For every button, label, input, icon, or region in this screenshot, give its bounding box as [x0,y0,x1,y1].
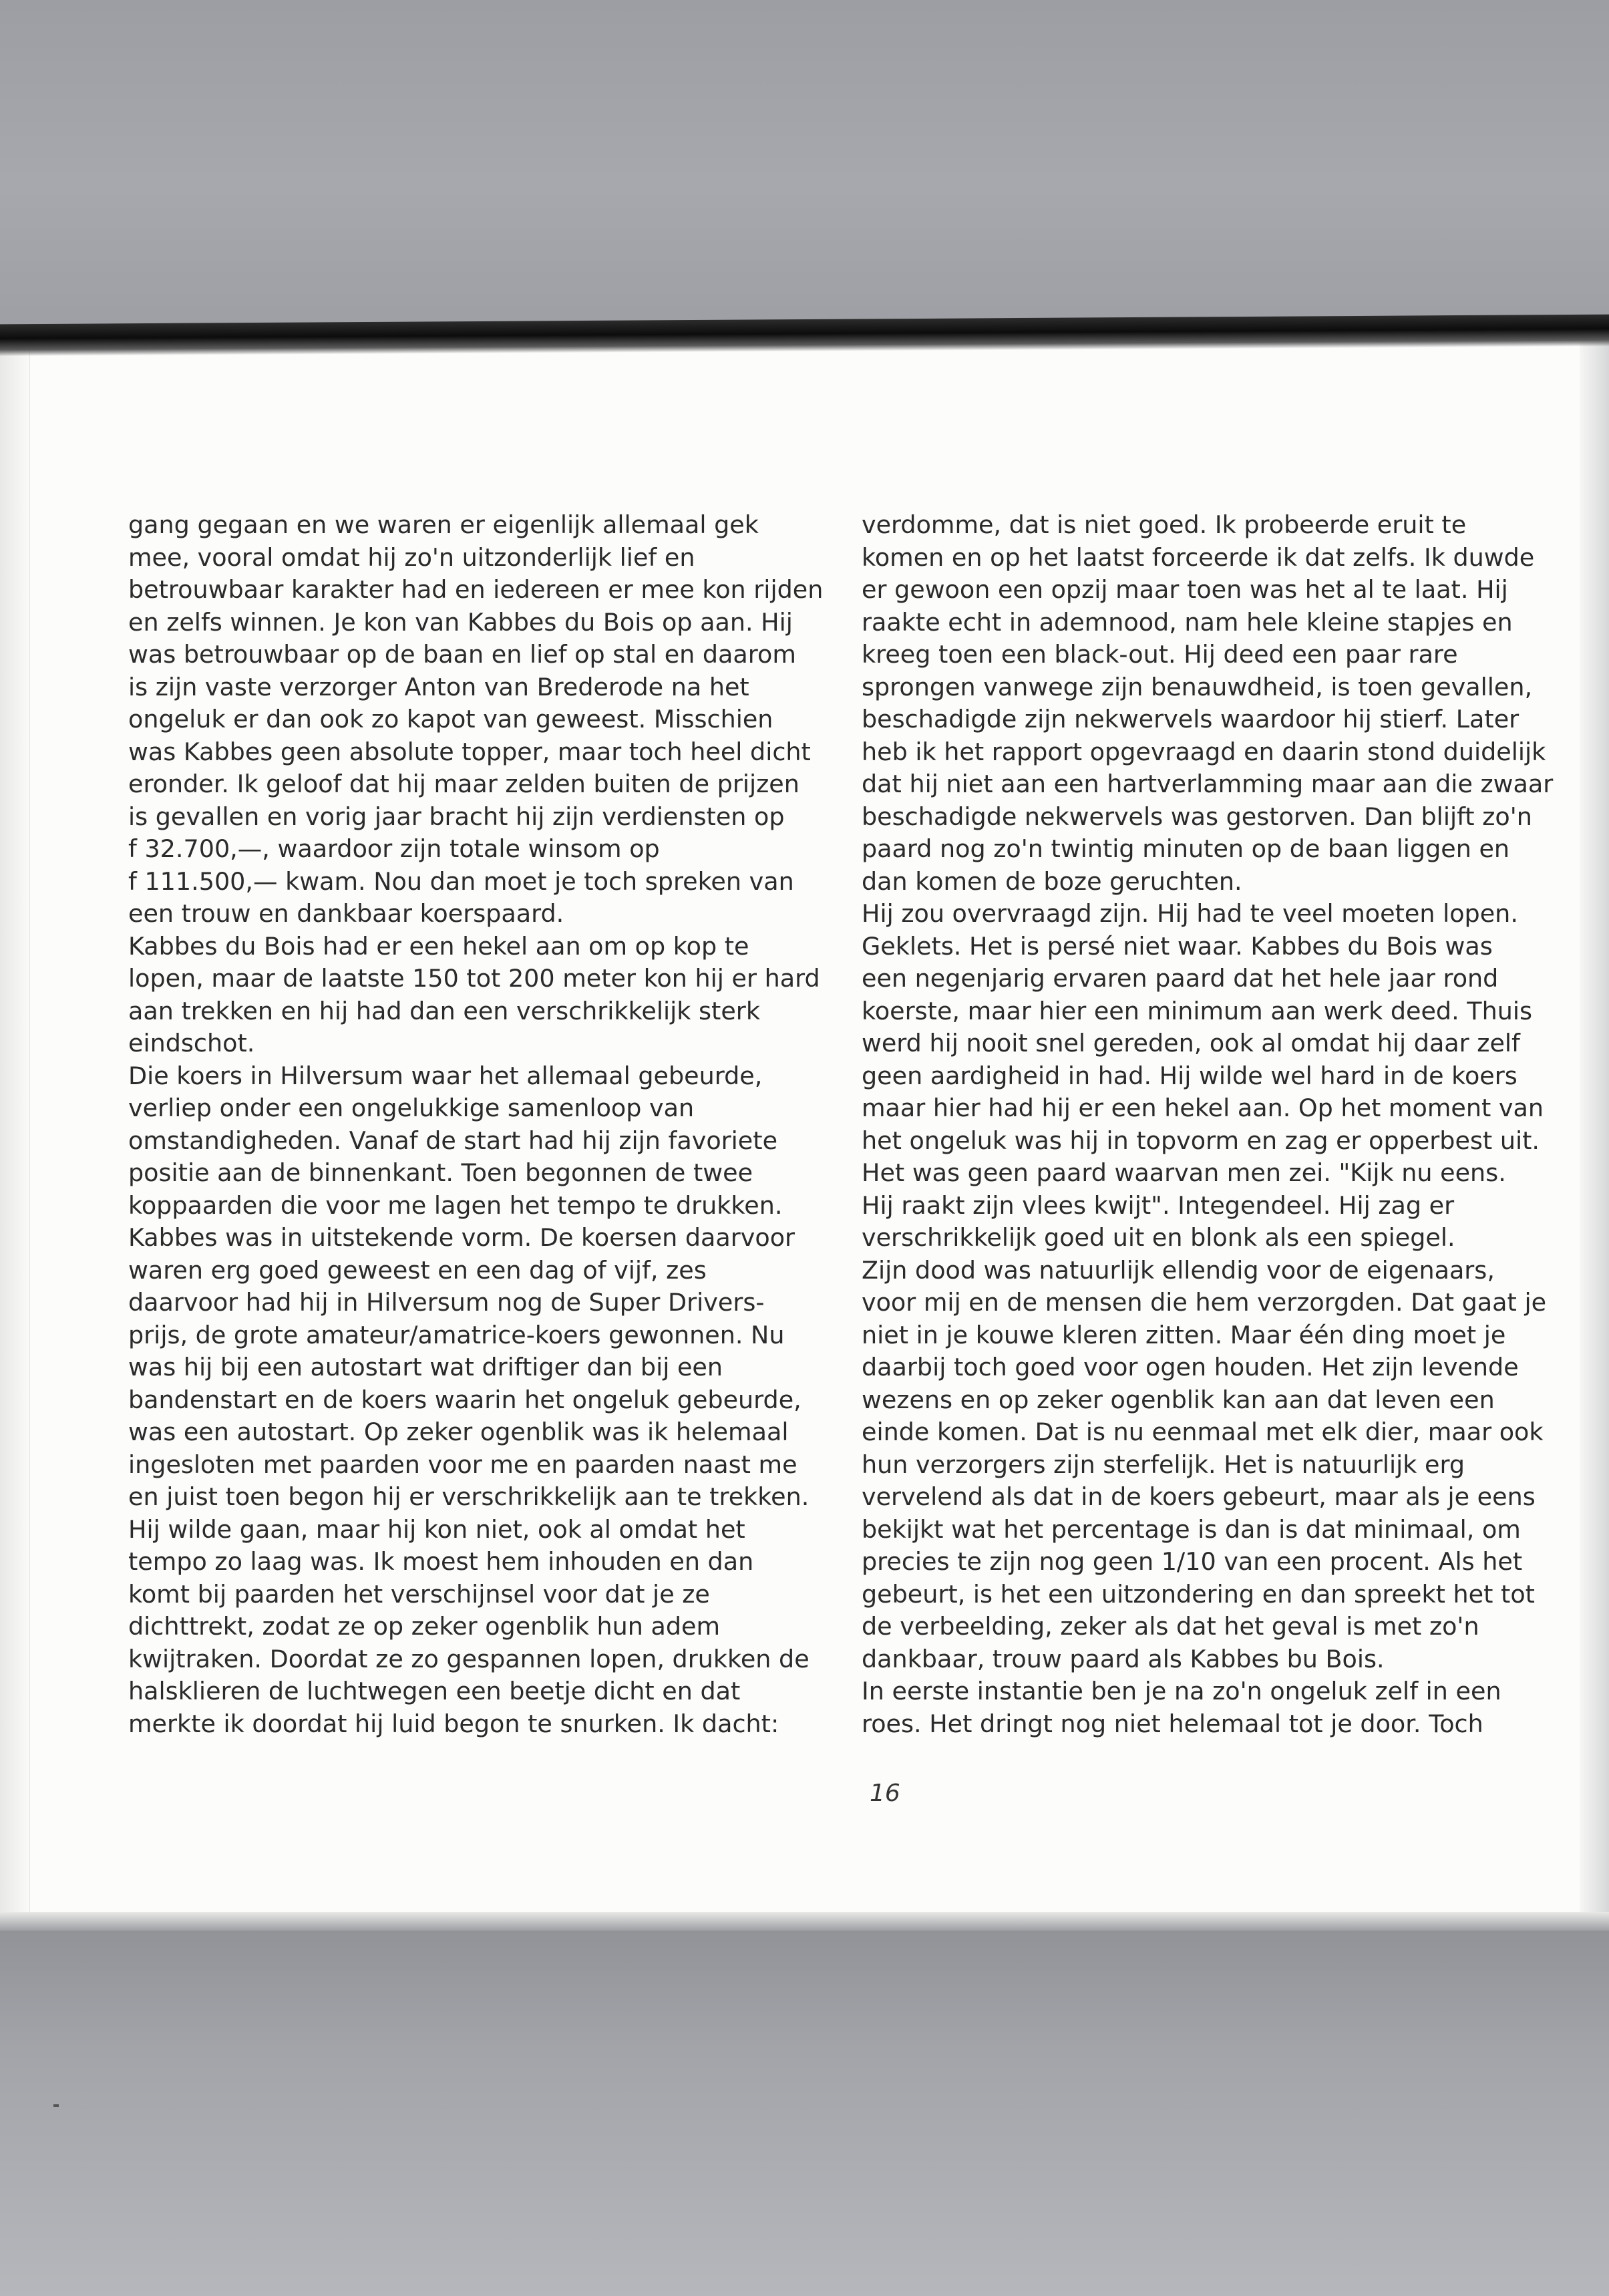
text-line: omstandigheden. Vanaf de start had hij zijn favoriete [128,1126,778,1155]
text-line: halsklieren de luchtwegen een beetje dicht en dat [128,1677,741,1705]
text-line: koppaarden die voor me lagen het tempo te drukken. [128,1190,783,1220]
text-line: is gevallen en vorig jaar bracht hij zijn verdiensten op [128,802,785,831]
text-line: dan komen de boze geruchten. [862,866,1242,896]
text-line: f 32.700,—, waardoor zijn totale winsom op [128,834,660,863]
text-line: heb ik het rapport opgevraagd en daarin stond duidelijk [862,737,1546,766]
text-line: bandenstart en de koers waarin het ongeluk gebeurde, [128,1385,801,1414]
scan-mark [53,2104,59,2107]
text-line: dichttrekt, zodat ze op zeker ogenblik hun adem [128,1612,721,1641]
scanner-background-bottom [0,1917,1609,2296]
text-line: een negenjarig ervaren paard dat het hele jaar rond [862,964,1499,993]
text-line: ongeluk er dan ook zo kapot van geweest. Misschien [128,705,773,733]
text-line: Hij raakt zijn vlees kwijt". Integendeel. Hij zag er [862,1190,1455,1220]
text-line: geen aardigheid in had. Hij wilde wel hard in de koers [862,1061,1517,1090]
text-line: merkte ik doordat hij luid begon te snurken. Ik dacht: [128,1709,779,1738]
text-column-left [128,509,830,1740]
page-edge-left [0,347,30,1917]
text-line: een trouw en dankbaar koerspaard. [128,899,564,928]
text-line: koerste, maar hier een minimum aan werk deed. Thuis [862,996,1533,1025]
text-line: bekijkt wat het percentage is dan is dat minimaal, om [862,1514,1521,1544]
text-line: aan trekken en hij had dan een verschrikkelijk sterk [128,996,760,1025]
text-line: vervelend als dat in de koers gebeurt, maar als je eens [862,1482,1536,1511]
text-line: waren erg goed geweest en een dag of vijf, zes [128,1255,707,1285]
text-line: komen en op het laatst forceerde ik dat zelfs. Ik duwde [862,542,1535,572]
text-line: het ongeluk was hij in topvorm en zag er opperbest uit. [862,1126,1540,1155]
text-line: Hij zou overvraagd zijn. Hij had te veel moeten lopen. [862,899,1518,928]
text-line: f 111.500,— kwam. Nou dan moet je toch spreken van [128,866,794,896]
text-line: prijs, de grote amateur/amatrice-koers gewonnen. Nu [128,1320,785,1349]
text-line: In eerste instantie ben je na zo'n ongeluk zelf in een [862,1677,1501,1705]
page-bottom-edge [0,1912,1609,1931]
text-line: Geklets. Het is persé niet waar. Kabbes du Bois was [862,931,1493,961]
text-line: mee, vooral omdat hij zo'n uitzonderlijk lief en [128,542,695,572]
text-line: kreeg toen een black-out. Hij deed een paar rare [862,640,1458,669]
text-line: einde komen. Dat is nu eenmaal met elk dier, maar ook [862,1418,1544,1446]
text-line: Kabbes du Bois had er een hekel aan om op kop te [128,931,749,961]
text-line: gang gegaan en we waren er eigenlijk allemaal gek [128,510,759,539]
text-line: niet in je kouwe kleren zitten. Maar één ding moet je [862,1320,1506,1349]
text-line: was een autostart. Op zeker ogenblik was ik helemaal [128,1418,789,1446]
text-line: maar hier had hij er een hekel aan. Op het moment van [862,1094,1544,1122]
text-line: beschadigde zijn nekwervels waardoor hij stierf. Later [862,705,1519,733]
text-line: Die koers in Hilversum waar het allemaal gebeurde, [128,1061,763,1090]
text-line: gebeurt, is het een uitzondering en dan spreekt het tot [862,1579,1535,1609]
text-line: was betrouwbaar op de baan en lief op stal en daarom [128,640,796,669]
text-line: verdomme, dat is niet goed. Ik probeerde eruit te [862,510,1467,539]
text-line: hun verzorgers zijn sterfelijk. Het is natuurlijk erg [862,1450,1465,1479]
text-line: was hij bij een autostart wat driftiger dan bij een [128,1353,723,1381]
page-number: 16 [870,1780,900,1807]
text-line: is zijn vaste verzorger Anton van Brederode na het [128,672,749,701]
text-line: Zijn dood was natuurlijk ellendig voor de eigenaars, [862,1255,1495,1285]
text-line: er gewoon een opzij maar toen was het al te laat. Hij [862,575,1508,604]
scanner-background-top [0,0,1609,334]
text-line: paard nog zo'n twintig minuten op de baan liggen en [862,834,1510,863]
text-line: en zelfs winnen. Je kon van Kabbes du Bois op aan. Hij [128,607,793,637]
text-line: verliep onder een ongelukkige samenloop van [128,1094,695,1122]
text-line: daarvoor had hij in Hilversum nog de Super Drivers- [128,1288,765,1317]
text-line: werd hij nooit snel gereden, ook al omdat hij daar zelf [862,1029,1520,1057]
text-line: Het was geen paard waarvan men zei. "Kijk nu eens. [862,1158,1506,1187]
text-line: wezens en op zeker ogenblik kan aan dat leven een [862,1385,1495,1414]
text-line: de verbeelding, zeker als dat het geval is met zo'n [862,1612,1479,1641]
text-line: precies te zijn nog geen 1/10 van een procent. Als het [862,1547,1523,1576]
text-line: komt bij paarden het verschijnsel voor dat je ze [128,1579,710,1609]
text-column-right [862,509,1563,1740]
text-line: ingesloten met paarden voor me en paarden naast me [128,1450,797,1479]
text-line: eindschot. [128,1029,255,1057]
text-line: betrouwbaar karakter had en iedereen er mee kon rijden [128,575,824,604]
text-line: lopen, maar de laatste 150 tot 200 meter kon hij er hard [128,964,820,993]
text-line: was Kabbes geen absolute topper, maar toch heel dicht [128,737,811,766]
text-line: daarbij toch goed voor ogen houden. Het zijn levende [862,1353,1519,1381]
text-line: en juist toen begon hij er verschrikkelijk aan te trekken. [128,1482,810,1511]
text-line: positie aan de binnenkant. Toen begonnen de twee [128,1158,753,1187]
text-line: sprongen vanwege zijn benauwdheid, is toen gevallen, [862,672,1533,701]
text-line: tempo zo laag was. Ik moest hem inhouden en dan [128,1547,754,1576]
text-line: Hij wilde gaan, maar hij kon niet, ook al omdat het [128,1514,745,1544]
text-line: roes. Het dringt nog niet helemaal tot je door. Toch [862,1709,1483,1738]
text-line: Kabbes was in uitstekende vorm. De koersen daarvoor [128,1223,795,1252]
text-line: beschadigde nekwervels was gestorven. Dan blijft zo'n [862,802,1532,831]
text-line: kwijtraken. Doordat ze zo gespannen lopen, drukken de [128,1644,810,1673]
text-line: raakte echt in ademnood, nam hele kleine stapjes en [862,607,1513,637]
text-line: dat hij niet aan een hartverlamming maar aan die zwaar [862,770,1554,798]
text-line: dankbaar, trouw paard als Kabbes bu Bois. [862,1644,1385,1673]
page-edge-right [1580,325,1609,1917]
text-line: voor mij en de mensen die hem verzorgden. Dat gaat je [862,1288,1547,1317]
text-line: verschrikkelijk goed uit en blonk als een spiegel. [862,1223,1455,1252]
text-line: eronder. Ik geloof dat hij maar zelden buiten de prijzen [128,770,799,798]
